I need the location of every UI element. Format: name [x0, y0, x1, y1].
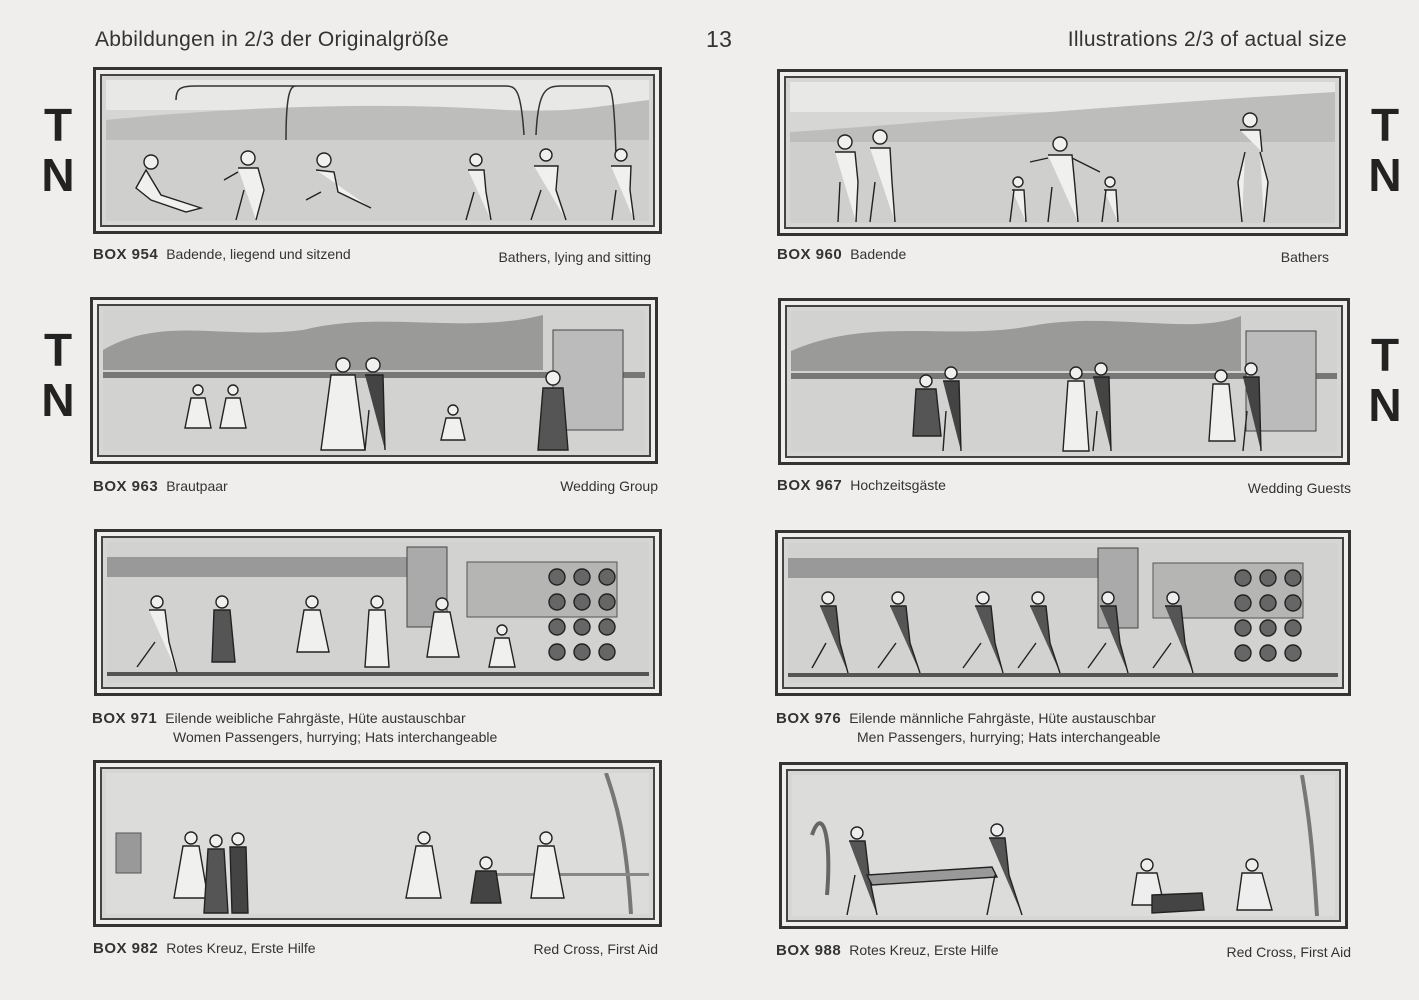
tn-letter-t: T — [1370, 329, 1400, 381]
box-976-german: Eilende männliche Fahrgäste, Hüte austauschbar — [849, 710, 1156, 726]
header-left-title: Abbildungen in 2/3 der Originalgröße — [95, 28, 450, 51]
box-988-english: Red Cross, First Aid — [1226, 944, 1351, 960]
box-963-illustration — [90, 297, 658, 464]
box-960-number: BOX 960 — [777, 246, 843, 263]
box-982-number: BOX 982 — [93, 940, 159, 957]
box-963-caption — [93, 478, 228, 495]
box-976-number: BOX 976 — [776, 710, 842, 727]
box-967-illustration — [778, 298, 1350, 465]
tn-letter-n: N — [41, 149, 75, 201]
box-982-illustration — [93, 760, 662, 927]
box-988-german: Rotes Kreuz, Erste Hilfe — [849, 942, 999, 958]
page-number: 13 — [706, 26, 733, 52]
tn-mark-left-2 — [33, 325, 83, 425]
box-976-english: Men Passengers, hurrying; Hats interchangeable — [857, 729, 1161, 745]
box-988-caption — [776, 942, 999, 959]
box-967-caption — [777, 477, 946, 494]
box-967-english: Wedding Guests — [1247, 480, 1351, 496]
box-976-caption — [776, 709, 1161, 746]
box-963-german: Brautpaar — [166, 478, 228, 494]
box-982-english: Red Cross, First Aid — [533, 941, 658, 957]
box-960-german: Badende — [850, 246, 907, 262]
box-967-number: BOX 967 — [777, 477, 843, 494]
box-967-german: Hochzeitsgäste — [850, 477, 946, 493]
box-954-number: BOX 954 — [93, 246, 159, 263]
box-971-german: Eilende weibliche Fahrgäste, Hüte austauschbar — [165, 710, 466, 726]
box-971-english: Women Passengers, hurrying; Hats interchangeable — [173, 729, 498, 745]
tn-letter-n: N — [1368, 379, 1402, 431]
box-954-english: Bathers, lying and sitting — [498, 249, 651, 265]
tn-letter-t: T — [43, 324, 73, 376]
box-960-illustration — [777, 69, 1348, 236]
box-982-german: Rotes Kreuz, Erste Hilfe — [166, 940, 316, 956]
tn-letter-t: T — [1370, 99, 1400, 151]
box-988-illustration — [779, 762, 1348, 929]
tn-letter-t: T — [43, 99, 73, 151]
header-right-title: Illustrations 2/3 of actual size — [1067, 28, 1347, 51]
tn-mark-left-1 — [33, 100, 83, 200]
tn-mark-right-2 — [1360, 330, 1410, 430]
box-963-english: Wedding Group — [560, 478, 658, 494]
box-954-german: Badende, liegend und sitzend — [166, 246, 351, 262]
box-960-caption — [777, 246, 906, 263]
box-971-number: BOX 971 — [92, 710, 158, 727]
tn-letter-n: N — [41, 374, 75, 426]
tn-letter-n: N — [1368, 149, 1402, 201]
tn-mark-right-1 — [1360, 100, 1410, 200]
box-960-english: Bathers — [1280, 249, 1329, 265]
box-963-number: BOX 963 — [93, 478, 159, 495]
box-988-number: BOX 988 — [776, 942, 842, 959]
box-954-illustration — [93, 67, 662, 234]
box-982-caption — [93, 940, 316, 957]
box-971-caption — [92, 709, 497, 746]
box-976-illustration — [775, 530, 1351, 696]
box-954-caption — [93, 246, 351, 263]
box-971-illustration — [94, 529, 662, 696]
